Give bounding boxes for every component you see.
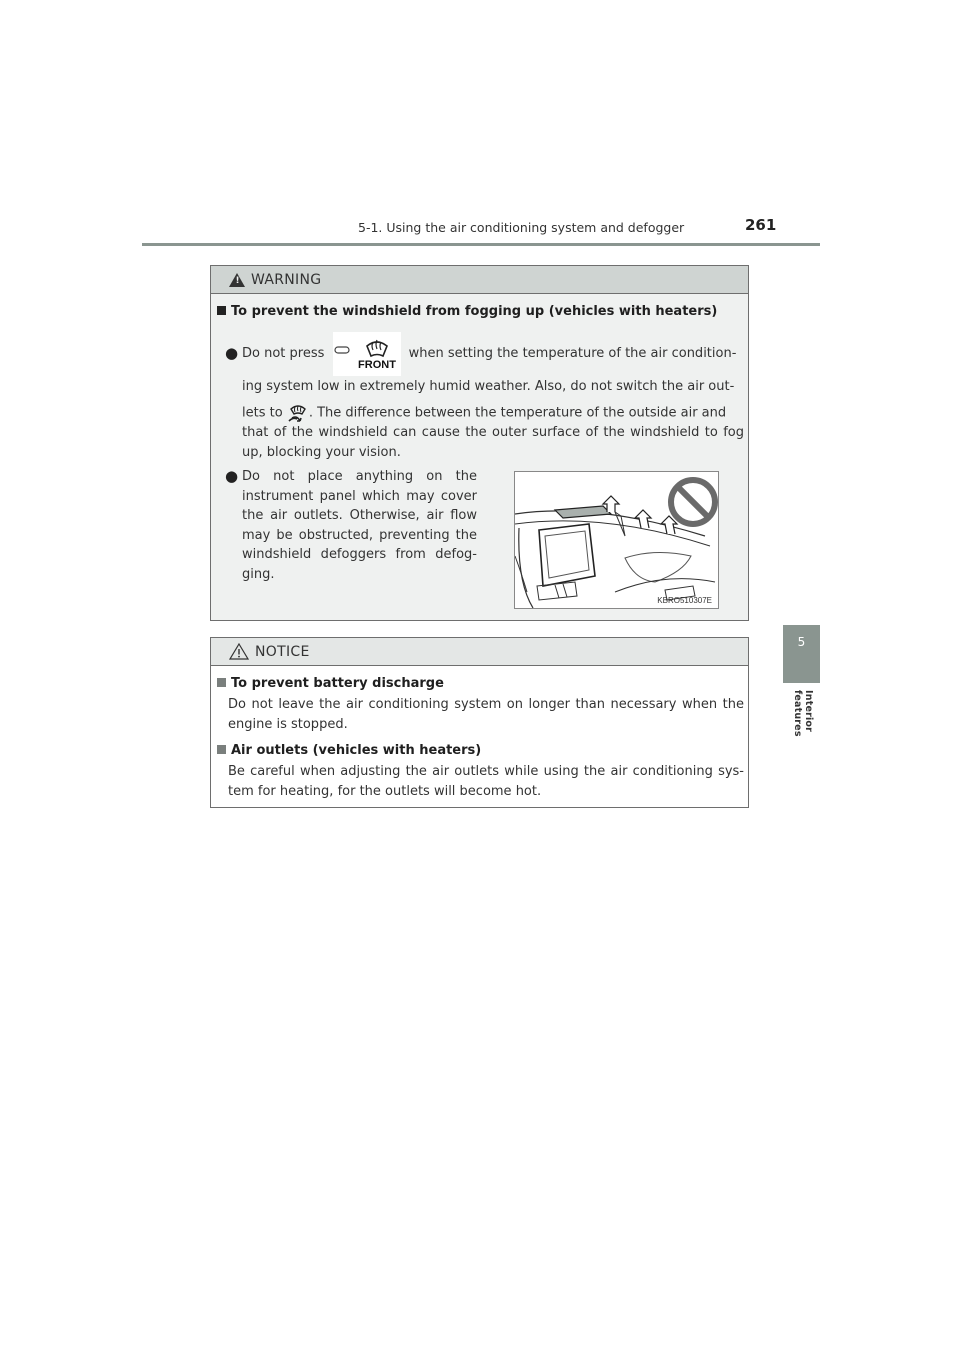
header-divider	[142, 243, 820, 246]
square-bullet-icon	[217, 745, 226, 754]
warning-header	[211, 266, 748, 294]
dashboard-drawing	[515, 472, 718, 608]
section-title: 5-1. Using the air conditioning system and defogger	[358, 220, 685, 235]
chapter-number: 5	[797, 635, 806, 649]
notice-item-text: Do not leave the air conditioning system on longer than necessary when the engine is stopped.	[228, 697, 744, 732]
warning-triangle-outline-icon	[229, 643, 249, 660]
windshield-vent-mode-icon	[287, 402, 309, 424]
notice-header	[211, 638, 748, 666]
bullet1-line1: Do not press FRONT when setting the temperature of the air condition-	[242, 330, 744, 378]
prohibited-icon	[671, 480, 715, 524]
warning-box	[210, 265, 749, 621]
page-number: 261	[745, 216, 777, 234]
dashboard-illustration	[514, 471, 719, 609]
warning-subheading: To prevent the windshield from fogging up (vehicles with heaters)	[217, 304, 717, 319]
notice-item-heading: Air outlets (vehicles with heaters)	[217, 743, 481, 758]
front-defroster-icon	[333, 332, 401, 376]
warning-triangle-filled-icon: !	[229, 273, 245, 287]
bullet-dot-icon: ●	[225, 344, 239, 362]
bullet1-line2: ing system low in extremely humid weather. Also, do not switch the air out-	[242, 379, 735, 394]
front-button-label: FRONT	[357, 358, 396, 371]
chapter-tab	[783, 625, 820, 683]
bullet1-rest: that of the windshield can cause the outer surface of the windshield to fog up, blocking your vision.	[242, 425, 744, 460]
square-bullet-icon	[217, 678, 226, 687]
illustration-code: KBRO510307E	[657, 596, 712, 605]
notice-item-heading: To prevent battery discharge	[217, 676, 444, 691]
notice-title: NOTICE	[255, 643, 310, 660]
bullet-dot-icon: ●	[225, 467, 239, 485]
square-bullet-icon	[217, 306, 226, 315]
warning-title: WARNING	[251, 271, 322, 288]
front-defroster-button	[333, 332, 401, 376]
bullet2-text: Do not place anything on the instrument panel which may cover the air outlets. Otherwise, air flow may be obstructed, preventing the windshield defoggers from defog-ging.	[242, 469, 477, 582]
bullet1-line3: lets to . The difference between the temperature of the outside air and	[242, 402, 744, 424]
notice-box	[210, 637, 749, 808]
chapter-label: Interior features	[792, 690, 814, 737]
notice-item-text: Be careful when adjusting the air outlets while using the air conditioning sys-tem for heating, for the outlets will become hot.	[228, 764, 744, 799]
